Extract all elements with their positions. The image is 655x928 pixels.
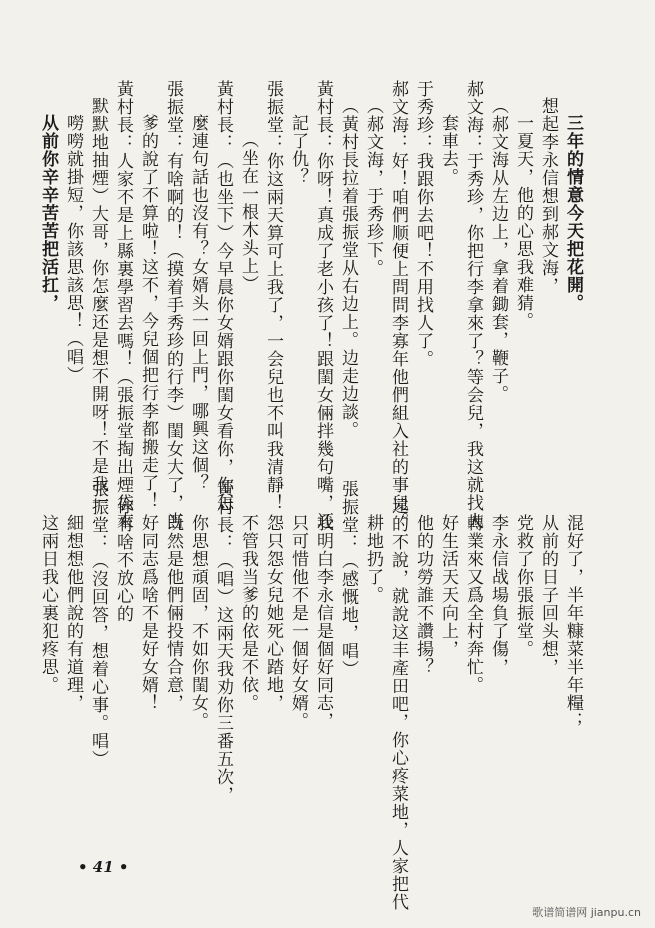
text-line: 遠的不說，就說这丰產田吧，你心疼菜地，人家把代: [388, 497, 408, 911]
text-line: 轉業來又爲全村奔忙。: [463, 514, 483, 694]
text-line: 黃村長：你呀！真成了老小孩了！跟閨女倆拌幾句嘴，还: [313, 80, 333, 530]
text-line: 三年的情意今天把花開。: [563, 114, 583, 312]
text-line: 我明白李永信是個好同志，: [313, 514, 333, 730]
text-line: 黃村長：（也坐下）今早晨你女婿跟你閨女看你，你怎: [213, 80, 233, 512]
text-line: 耕地扔了。: [363, 514, 383, 604]
text-line: 記了仇？: [288, 114, 308, 186]
text-line: 好同志爲啥不是好女婿！: [138, 514, 158, 712]
text-line: 怨只怨女兒她死心踏地，: [263, 514, 283, 712]
text-line: 套車去。: [438, 114, 458, 186]
text-line: （郝文海，于秀珍下。: [363, 97, 383, 277]
text-line: 張振堂：你这兩天算可上我了，一会兒也不叫我清靜！: [263, 80, 283, 512]
text-line: 黃村長：（唱）这兩天我劝你三番五次，: [213, 480, 233, 804]
text-line: 爹的說了不算啦！这不，今兒個把行李都搬走了！: [138, 114, 158, 510]
text-line: 張振堂：（感慨地，唱）: [338, 480, 358, 678]
text-line: 郝文海：好！咱們顺便上問問李寡年他們組入社的事兒。: [388, 80, 408, 530]
text-line: 郝文海：于秀珍，你把行李拿來了？等会兒，我这就找人: [463, 80, 483, 530]
text-line: 好生活天天向上，: [438, 514, 458, 658]
text-line: 党救了你張振堂。: [513, 514, 533, 658]
text-line: 嘮嘮就掛短，你該思該思！（唱）: [63, 114, 83, 384]
text-line: 張振堂：有啥啊的！（摸着手秀珍的行李）閨女大了，当: [163, 80, 183, 530]
text-line: 李永信战場負了傷，: [488, 514, 508, 676]
text-line: 只可惜他不是一個好女婿。: [288, 514, 308, 730]
text-line: （黃村長拉着張振堂从右边上。边走边談。: [338, 97, 358, 439]
text-line: 从前你辛辛苦苦把活扛，: [38, 114, 58, 312]
text-line: 既然是他們倆投情合意，: [163, 514, 183, 712]
text-line: 麼連句話也沒有？女婿头一回上門，哪興这個？: [188, 114, 208, 492]
text-line: 你有啥不放心的: [113, 497, 133, 623]
text-line: 張振堂：（沒回答，想着心事。唱）: [88, 480, 108, 768]
text-line: 想起李永信想到郝文海，: [538, 97, 558, 295]
page-number: • 41 •: [78, 858, 129, 876]
text-line: （坐在一根木头上）: [238, 131, 258, 293]
text-line: 这兩日我心裏犯疼思。: [38, 514, 58, 694]
text-line: 黃村長：人家不是上縣裏學習去嗎！（張振堂掏出煙袋來: [113, 80, 133, 530]
upper-text-block: [35, 80, 585, 530]
text-line: 不管我当爹的依是不依。: [238, 514, 258, 712]
text-line: 一夏天，他的心思我难猜。: [513, 114, 533, 330]
text-line: （郝文海从左边上，拿着鋤套，鞭子。: [488, 97, 508, 403]
text-line: 他的功勞誰不讚揚？: [413, 514, 433, 676]
text-line: 混好了，半年糠菜半年糧；: [563, 514, 583, 730]
text-line: 你思想頑固，不如你閨女。: [188, 514, 208, 730]
text-line: 从前的日子回头想，: [538, 514, 558, 676]
watermark: 歌谱简谱网 jianpu.cn: [532, 906, 641, 919]
text-line: 細想想他們說的有道理，: [63, 514, 83, 712]
text-line: 默默地抽煙）大哥，你怎麼还是想不開呀！不是我一: [88, 97, 108, 511]
text-line: 于秀珍：我跟你去吧！不用找人了。: [413, 80, 433, 368]
